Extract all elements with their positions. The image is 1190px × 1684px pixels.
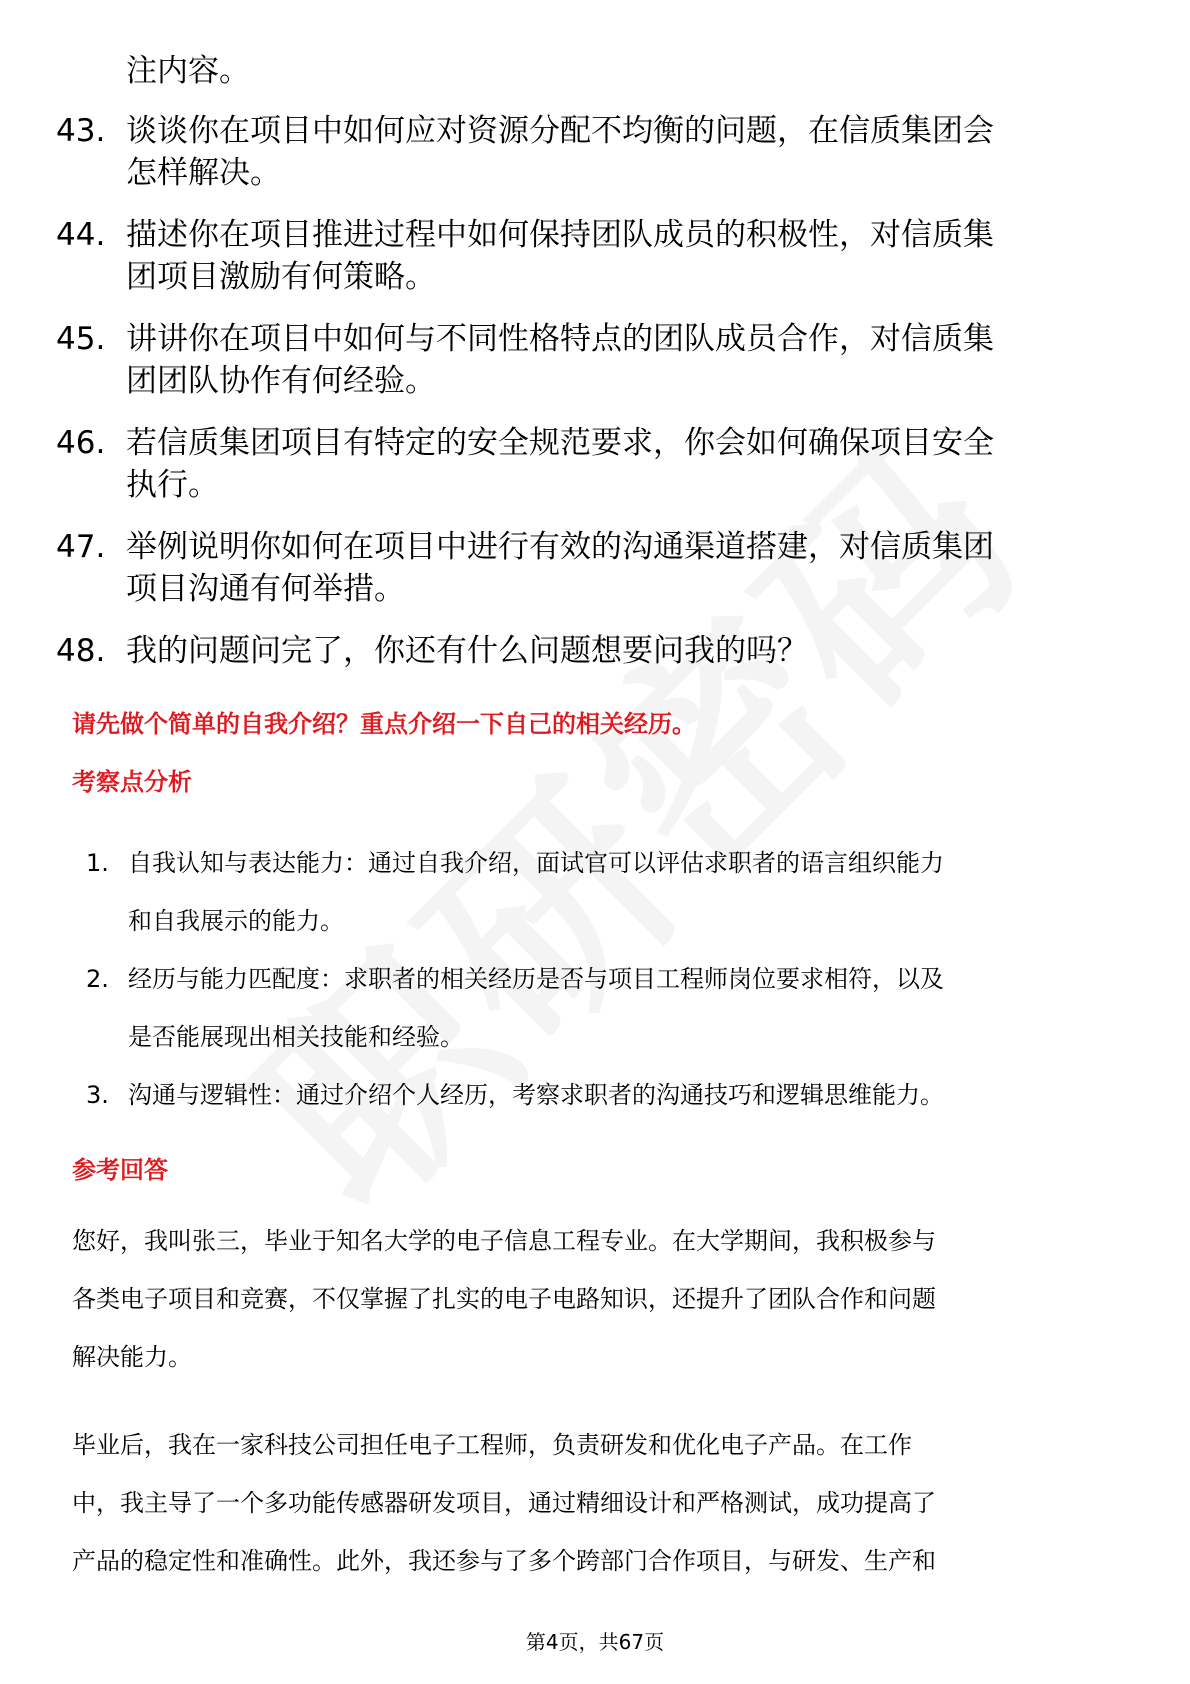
answer-heading: 参考回答 <box>72 1156 168 1184</box>
question-line: 举例说明你如何在项目中进行有效的沟通渠道搭建，对信质集团 <box>126 529 994 565</box>
analysis-line: 自我认知与表达能力：通过自我介绍，面试官可以评估求职者的语言组织能力 <box>128 849 944 877</box>
answer-line: 中，我主导了一个多功能传感器研发项目，通过精细设计和严格测试，成功提高了 <box>72 1489 936 1517</box>
question-item <box>56 630 1136 672</box>
answer-line: 毕业后，我在一家科技公司担任电子工程师，负责研发和优化电子产品。在工作 <box>72 1431 912 1459</box>
question-line: 团团队协作有何经验。 <box>126 363 436 399</box>
question-line: 讲讲你在项目中如何与不同性格特点的团队成员合作，对信质集 <box>126 321 994 357</box>
analysis-number: 1. <box>86 849 109 877</box>
analysis-line: 经历与能力匹配度：求职者的相关经历是否与项目工程师岗位要求相符，以及 <box>128 965 944 993</box>
answer-line: 您好，我叫张三，毕业于知名大学的电子信息工程专业。在大学期间，我积极参与 <box>72 1227 936 1255</box>
analysis-line: 沟通与逻辑性：通过介绍个人经历，考察求职者的沟通技巧和逻辑思维能力。 <box>128 1081 944 1109</box>
answer-line: 各类电子项目和竞赛，不仅掌握了扎实的电子电路知识，还提升了团队合作和问题 <box>72 1285 936 1313</box>
question-line: 执行。 <box>126 467 219 503</box>
question-line: 团项目激励有何策略。 <box>126 259 436 295</box>
continued-text: 注内容。 <box>126 53 250 89</box>
question-number: 48. <box>56 633 106 669</box>
analysis-line: 是否能展现出相关技能和经验。 <box>128 1023 464 1051</box>
answer-paragraph <box>72 1212 1118 1386</box>
question-line: 怎样解决。 <box>126 155 281 191</box>
page-footer: 第4页，共67页 <box>525 1630 665 1654</box>
question-item <box>56 110 1136 194</box>
analysis-list <box>72 834 1112 1124</box>
analysis-number: 3. <box>86 1081 109 1109</box>
question-number: 45. <box>56 321 106 357</box>
analysis-item <box>72 834 1112 950</box>
section-question: 请先做个简单的自我介绍？重点介绍一下自己的相关经历。 <box>72 710 696 738</box>
answer-line: 解决能力。 <box>72 1343 192 1371</box>
question-number: 47. <box>56 529 106 565</box>
question-item <box>56 422 1136 506</box>
question-item <box>56 214 1136 298</box>
question-item <box>56 526 1136 610</box>
question-line: 谈谈你在项目中如何应对资源分配不均衡的问题，在信质集团会 <box>126 113 994 149</box>
question-number: 43. <box>56 113 106 149</box>
question-item <box>56 318 1136 402</box>
question-number: 44. <box>56 217 106 253</box>
answer-line: 产品的稳定性和准确性。此外，我还参与了多个跨部门合作项目，与研发、生产和 <box>72 1547 936 1575</box>
question-line: 我的问题问完了，你还有什么问题想要问我的吗？ <box>126 633 808 669</box>
answer-paragraph <box>72 1416 1118 1590</box>
analysis-item <box>72 950 1112 1066</box>
answer-body <box>72 1212 1118 1620</box>
question-line: 描述你在项目推进过程中如何保持团队成员的积极性，对信质集 <box>126 217 994 253</box>
analysis-number: 2. <box>86 965 109 993</box>
question-list <box>56 110 1136 692</box>
question-line: 若信质集团项目有特定的安全规范要求，你会如何确保项目安全 <box>126 425 994 461</box>
analysis-item <box>72 1066 1112 1124</box>
analysis-heading: 考察点分析 <box>72 768 192 796</box>
question-number: 46. <box>56 425 106 461</box>
question-line: 项目沟通有何举措。 <box>126 571 405 607</box>
analysis-line: 和自我展示的能力。 <box>128 907 344 935</box>
